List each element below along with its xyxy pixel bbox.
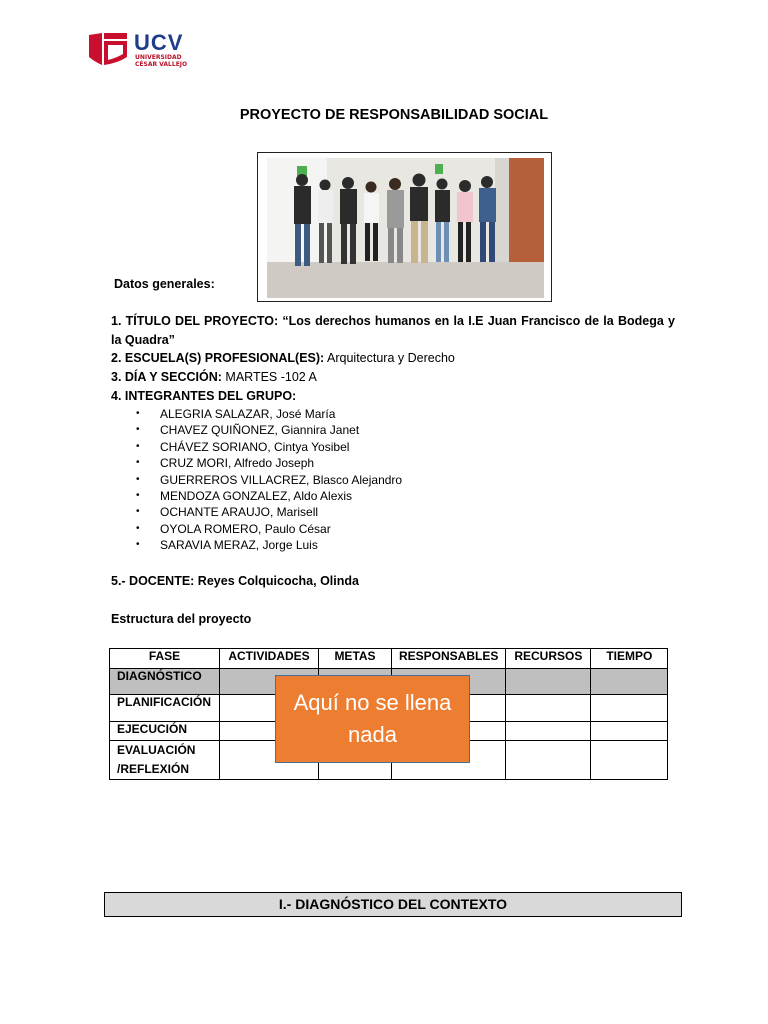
group-photo-image xyxy=(267,158,544,298)
header-fase: FASE xyxy=(110,649,220,669)
bullet-icon: • xyxy=(136,440,140,452)
callout-text: Aquí no se llena nada xyxy=(293,690,452,747)
fase-cell: EJECUCIÓN xyxy=(110,722,220,741)
logo-subtitle-2: CÉSAR VALLEJO xyxy=(135,61,188,68)
list-item: • GUERREROS VILLACREZ, Blasco Alejandro xyxy=(136,472,403,487)
list-item: • SARAVIA MERAZ, Jorge Luis xyxy=(136,538,318,553)
bullet-icon: • xyxy=(136,489,140,501)
table-header-row xyxy=(110,649,668,669)
group-photo xyxy=(257,152,552,302)
bullet-icon: • xyxy=(136,424,140,436)
ucv-logo xyxy=(88,32,198,70)
escuela-value: Arquitectura y Derecho xyxy=(327,351,455,365)
bullet-icon: • xyxy=(136,408,140,419)
integrantes-label: 4. INTEGRANTES DEL GRUPO: xyxy=(111,389,297,403)
header-metas: METAS xyxy=(319,649,392,669)
header-responsables: RESPONSABLES xyxy=(392,649,506,669)
section-heading: I.- DIAGNÓSTICO DEL CONTEXTO xyxy=(104,892,682,917)
list-item: • OYOLA ROMERO, Paulo César xyxy=(136,521,331,536)
fase-cell: EVALUACIÓN /REFLEXIÓN xyxy=(110,741,220,780)
dia-value: MARTES -102 A xyxy=(225,370,317,384)
bullet-icon: • xyxy=(136,473,140,485)
document-title: PROYECTO DE RESPONSABILIDAD SOCIAL xyxy=(239,107,549,123)
members-list xyxy=(136,406,402,554)
list-item: • MENDOZA GONZALEZ, Aldo Alexis xyxy=(136,488,353,503)
titulo-proyecto: 1. TÍTULO DEL PROYECTO: “Los derechos humanos en la I.E Juan Francisco de la Bodega y la Quadra” xyxy=(111,314,675,347)
list-item: • CHAVEZ QUIÑONEZ, Giannira Janet xyxy=(136,423,360,438)
datos-generales-label: Datos generales: xyxy=(114,277,215,291)
header-tiempo: TIEMPO xyxy=(591,649,668,669)
dia-line xyxy=(111,368,317,387)
escuela-line xyxy=(111,349,455,368)
logo-text: UCV xyxy=(134,30,184,55)
bullet-icon: • xyxy=(136,539,140,551)
bullet-icon: • xyxy=(136,506,140,518)
bullet-icon: • xyxy=(136,457,140,469)
ucv-shield-icon xyxy=(88,32,128,66)
callout-note xyxy=(275,675,470,763)
list-item: • CHÁVEZ SORIANO, Cintya Yosibel xyxy=(136,439,350,454)
list-item: • OCHANTE ARAUJO, Marisell xyxy=(136,505,319,520)
list-item: • ALEGRIA SALAZAR, José María xyxy=(136,407,336,421)
dia-label: 3. DÍA Y SECCIÓN: xyxy=(111,370,222,384)
header-recursos: RECURSOS xyxy=(506,649,591,669)
fase-cell: PLANIFICACIÓN xyxy=(110,695,220,722)
header-actividades: ACTIVIDADES xyxy=(220,649,319,669)
estructura-label: Estructura del proyecto xyxy=(111,612,252,626)
logo-subtitle-1: UNIVERSIDAD xyxy=(135,54,182,61)
fase-cell: DIAGNÓSTICO xyxy=(110,669,220,695)
docente-line: 5.- DOCENTE: Reyes Colquicocha, Olinda xyxy=(111,574,359,588)
escuela-label: 2. ESCUELA(S) PROFESIONAL(ES): xyxy=(111,351,325,365)
bullet-icon: • xyxy=(136,522,140,534)
list-item: • CRUZ MORI, Alfredo Joseph xyxy=(136,456,315,471)
